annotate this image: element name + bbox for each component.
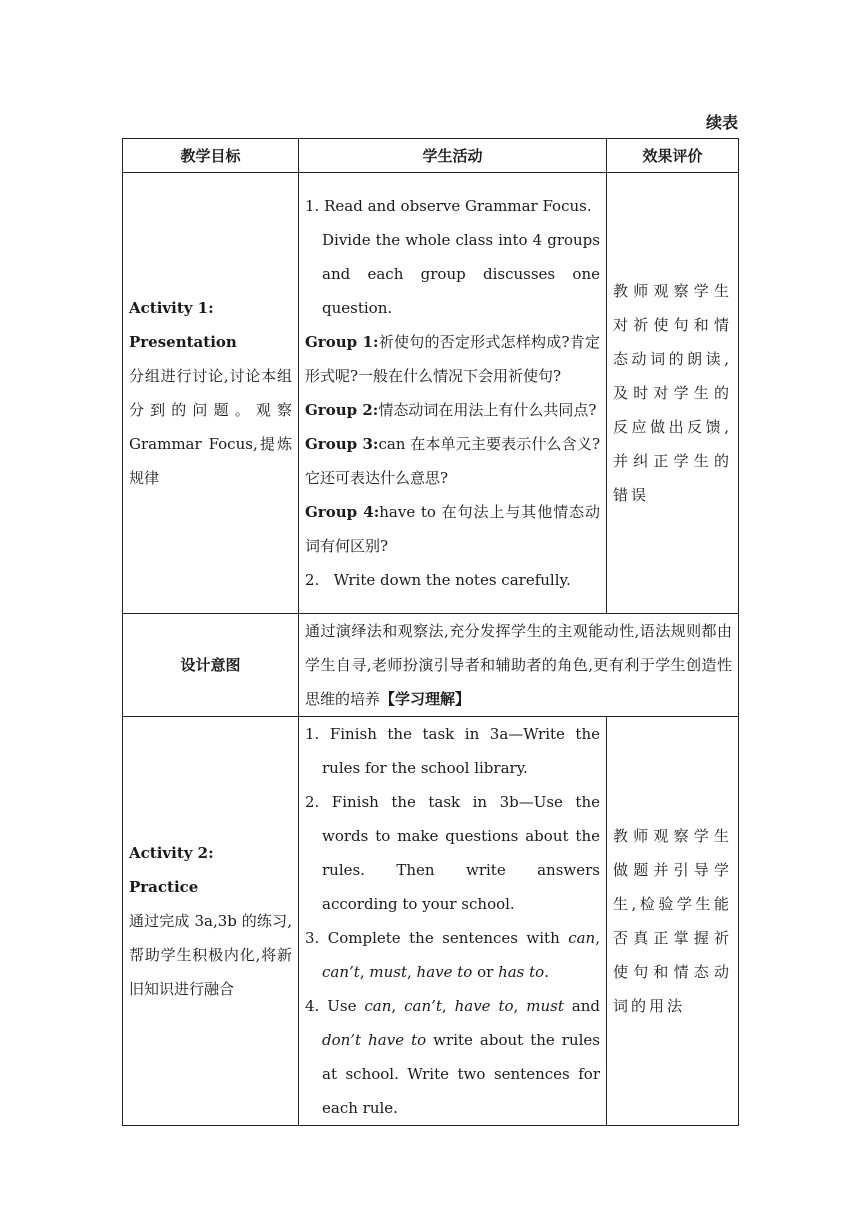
separator: , <box>595 929 600 947</box>
activity2-subtitle: Practice <box>129 878 199 896</box>
activity1-step1-cont: Divide the whole class into 4 groups and each group discusses one question. <box>322 231 600 317</box>
step4-end-text: write about the rules at school. Write two sentences for each rule. <box>322 1031 600 1117</box>
word-cant: can’t <box>322 963 360 981</box>
activity2-step3 <box>305 921 600 989</box>
design-label: 设计意图 <box>123 614 299 717</box>
step3-text: 3. Complete the sentences with <box>305 929 569 947</box>
word-must: must <box>526 997 564 1015</box>
activity2-goal-text: 通过完成 3a,3b 的练习,帮助学生积极内化,将新旧知识进行融合 <box>129 912 292 998</box>
word-have-to: have to <box>454 997 514 1015</box>
word-can: can <box>568 929 596 947</box>
activity1-goal-text: 分组进行讨论,讨论本组分到的问题。观察Grammar Focus,提炼规律 <box>129 367 292 487</box>
activity1-goal-cell <box>123 173 299 614</box>
activity1-title: Activity 1: <box>129 299 214 317</box>
activity2-step4 <box>305 989 600 1125</box>
separator: , <box>391 997 405 1015</box>
step-text: Write down the notes carefully. <box>333 571 571 589</box>
activity2-row <box>123 717 739 1126</box>
activity2-step1: 1. Finish the task in 3a—Write the rules for the school library. <box>305 725 600 777</box>
period: . <box>544 963 549 981</box>
continued-label: 续表 <box>705 113 738 132</box>
word-must: must <box>369 963 407 981</box>
word-has-to: has to <box>498 963 545 981</box>
group2-label: Group 2: <box>305 401 379 419</box>
activity1-evaluation: 教师观察学生对祈使句和情态动词的朗读,及时对学生的反应做出反馈,并纠正学生的错误 <box>607 173 739 614</box>
group4-text: have to 在句法上与其他情态动词有何区别? <box>305 503 600 555</box>
header-evaluation: 效果评价 <box>607 139 739 173</box>
design-text: 通过演绎法和观察法,充分发挥学生的主观能动性,语法规则都由学生自寻,老师扮演引导者和辅助者的角色,更有利于学生创造性思维的培养 <box>305 622 732 708</box>
separator: , <box>359 963 370 981</box>
header-activity: 学生活动 <box>299 139 607 173</box>
table-header-row <box>123 139 739 173</box>
activity2-step2: 2. Finish the task in 3b—Use the words to make questions about the rules. Then write answers according to your school. <box>305 793 600 913</box>
separator: , <box>441 997 455 1015</box>
activity1-step1 <box>305 189 600 223</box>
activity2-evaluation: 教师观察学生做题并引导学生,检验学生能否真正掌握祈使句和情态动词的用法 <box>607 717 739 1126</box>
activity2-goal-cell <box>123 717 299 1126</box>
group4-label: Group 4: <box>305 503 380 521</box>
lesson-table <box>122 138 739 1126</box>
group1-text: 祈使句的否定形式怎样构成?肯定形式呢?一般在什么情况下会用祈使句? <box>305 333 601 385</box>
word-or: or <box>472 963 499 981</box>
word-dont-have-to: don’t have to <box>322 1031 427 1049</box>
word-can: can <box>364 997 392 1015</box>
group1-item <box>305 325 600 393</box>
header-goal: 教学目标 <box>123 139 299 173</box>
separator: , <box>406 963 417 981</box>
step-number: 2. <box>305 571 320 589</box>
group2-text: 情态动词在用法上有什么共同点? <box>378 401 597 419</box>
step4-text: 4. Use <box>305 997 365 1015</box>
activity2-steps-cell <box>299 717 607 1126</box>
separator: , <box>513 997 527 1015</box>
activity1-row <box>123 173 739 614</box>
activity1-step2 <box>305 563 600 597</box>
word-cant: can’t <box>404 997 442 1015</box>
activity1-subtitle: Presentation <box>129 333 237 351</box>
group2-item <box>305 393 600 427</box>
design-row <box>123 614 739 717</box>
design-text-cell <box>299 614 739 717</box>
group3-item <box>305 427 600 495</box>
group3-text: can 在本单元主要表示什么含义?它还可表达什么意思? <box>305 435 600 487</box>
activity1-steps-cell <box>299 173 607 614</box>
design-tag: 【学习理解】 <box>380 690 471 708</box>
group4-item <box>305 495 600 563</box>
group1-label: Group 1: <box>305 333 379 351</box>
step-number: 1. <box>305 197 320 215</box>
step-text: Read and observe Grammar Focus. <box>324 197 592 215</box>
group3-label: Group 3: <box>305 435 379 453</box>
activity2-title: Activity 2: <box>129 844 214 862</box>
word-and: and <box>563 997 601 1015</box>
word-have-to: have to <box>416 963 473 981</box>
